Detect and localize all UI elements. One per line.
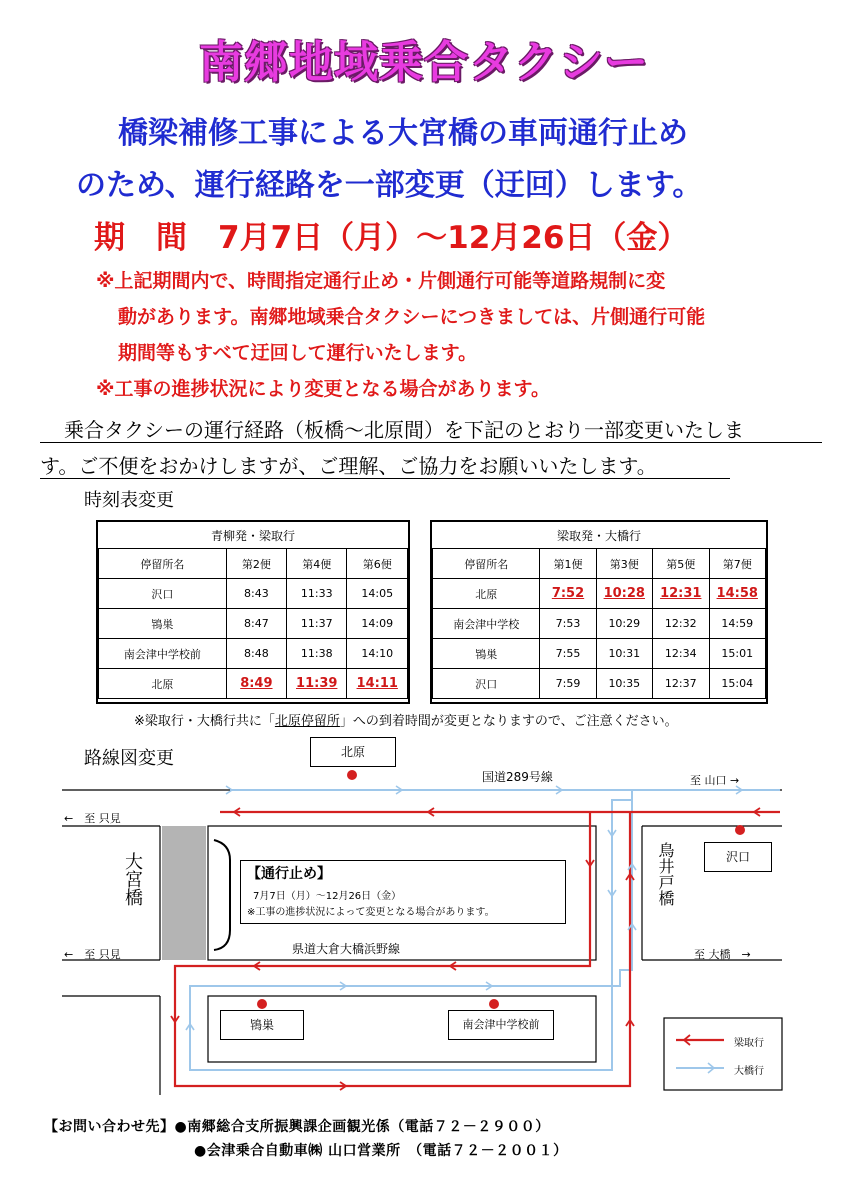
stop-name: 沢口 xyxy=(99,579,227,609)
closure-bracket xyxy=(214,840,230,950)
table-note-highlight: 北原停留所 xyxy=(274,714,340,729)
time-cell: 11:33 xyxy=(286,579,346,609)
changed-time-cell: 10:28 xyxy=(596,579,652,609)
time-cell: 8:47 xyxy=(226,609,286,639)
time-cell: 11:38 xyxy=(286,639,346,669)
time-cell: 12:34 xyxy=(653,639,709,669)
table-note-prefix: ※梁取行・大橋行共に「 xyxy=(134,714,275,729)
table-header: 第3便 xyxy=(596,549,652,579)
page-title: 南郷地域乗合タクシー xyxy=(199,37,649,88)
notice-line-2: のため、運行経路を一部変更（迂回）します。 xyxy=(76,168,703,203)
note-line-4: ※工事の進捗状況により変更となる場合があります。 xyxy=(96,378,550,400)
prefectural-road-label: 県道大倉大橋浜野線 xyxy=(292,942,401,956)
time-cell: 8:43 xyxy=(226,579,286,609)
stop-name: 南会津中学校 xyxy=(433,609,540,639)
note-line-2: 動があります。南郷地域乗合タクシーにつきましては、片側通行可能 xyxy=(118,306,706,328)
table-note-suffix: 」への到着時間が変更となりますので、ご注意ください。 xyxy=(339,714,678,729)
changed-time-cell: 11:39 xyxy=(286,669,346,699)
stop-name: 鴇巣 xyxy=(99,609,227,639)
table-header: 第6便 xyxy=(347,549,408,579)
notice-line-1: 橋梁補修工事による大宮橋の車両通行止め xyxy=(118,116,688,151)
stop-name: 北原 xyxy=(99,669,227,699)
omiya-bridge-label: 大宮橋 xyxy=(122,852,143,906)
stop-name: 鴇巣 xyxy=(433,639,540,669)
timetable-right-title: 梁取発・大橋行 xyxy=(433,522,766,549)
to-tadami-top-label: ← 至 只見 xyxy=(64,812,121,825)
closure-box xyxy=(240,860,566,924)
toriido-bridge-label: 鳥井戸橋 xyxy=(656,842,675,906)
kitahara-box: 北原 xyxy=(310,737,396,767)
table-header: 第4便 xyxy=(286,549,346,579)
closed-bridge xyxy=(162,826,206,960)
table-header: 第1便 xyxy=(540,549,596,579)
contact-line-2: ●会津乗合自動車㈱ 山口営業所 （電話７２－２００１） xyxy=(194,1143,568,1159)
time-cell: 14:10 xyxy=(347,639,408,669)
changed-time-cell: 14:58 xyxy=(709,579,766,609)
time-cell: 10:29 xyxy=(596,609,652,639)
stop-name: 南会津中学校前 xyxy=(99,639,227,669)
to-tadami-bottom-label: ← 至 只見 xyxy=(64,948,121,961)
time-cell: 7:55 xyxy=(540,639,596,669)
time-cell: 7:59 xyxy=(540,669,596,699)
legend-blue-label: 大橋行 xyxy=(734,1066,764,1077)
note-line-3: 期間等もすべて迂回して運行いたします。 xyxy=(118,342,478,364)
contact-line-1: 【お問い合わせ先】●南郷総合支所振興課企画観光係（電話７２－２９００） xyxy=(44,1119,550,1135)
timetable-left-title: 青柳発・梁取行 xyxy=(99,522,408,549)
closure-title: 【通行止め】 xyxy=(247,866,331,882)
time-cell: 14:05 xyxy=(347,579,408,609)
intro-line-1: 乗合タクシーの運行経路（板橋～北原間）を下記のとおり一部変更いたしま xyxy=(64,418,744,442)
time-cell: 12:37 xyxy=(653,669,709,699)
changed-time-cell: 14:11 xyxy=(347,669,408,699)
sawaguchi-stop-dot xyxy=(735,825,745,835)
time-cell: 14:59 xyxy=(709,609,766,639)
table-header: 第5便 xyxy=(653,549,709,579)
to-yamaguchi-label: 至 山口 → xyxy=(690,774,740,787)
legend-box xyxy=(664,1018,782,1090)
changed-time-cell: 8:49 xyxy=(226,669,286,699)
tosu-stop-dot xyxy=(257,999,267,1009)
timetable-heading: 時刻表変更 xyxy=(84,490,174,511)
time-cell: 12:32 xyxy=(653,609,709,639)
time-cell: 8:48 xyxy=(226,639,286,669)
school-box: 南会津中学校前 xyxy=(448,1010,554,1040)
to-ohashi-label: 至 大橋 → xyxy=(694,948,751,961)
changed-time-cell: 12:31 xyxy=(653,579,709,609)
time-cell: 15:01 xyxy=(709,639,766,669)
tosu-box: 鴇巣 xyxy=(220,1010,304,1040)
period-text: 期 間 7月7日（月）～12月26日（金） xyxy=(94,220,689,256)
legend-red-label: 梁取行 xyxy=(734,1038,764,1049)
route-289-label: 国道289号線 xyxy=(482,770,553,784)
closure-dates: 7月7日（月）～12月26日（金） xyxy=(253,891,402,902)
table-header: 第2便 xyxy=(226,549,286,579)
table-header: 第7便 xyxy=(709,549,766,579)
kitahara-stop-dot xyxy=(347,770,357,780)
stop-name: 北原 xyxy=(433,579,540,609)
school-stop-dot xyxy=(489,999,499,1009)
time-cell: 14:09 xyxy=(347,609,408,639)
changed-time-cell: 7:52 xyxy=(540,579,596,609)
intro-line-2: す。ご不便をおかけしますが、ご理解、ご協力をお願いいたします。 xyxy=(40,454,657,478)
stop-name: 沢口 xyxy=(433,669,540,699)
sawaguchi-box: 沢口 xyxy=(704,842,772,872)
note-line-1: ※上記期間内で、時間指定通行止め・片側通行可能等道路規制に変 xyxy=(96,270,666,292)
closure-note: ※工事の進捗状況によって変更となる場合があります。 xyxy=(247,907,495,918)
time-cell: 15:04 xyxy=(709,669,766,699)
table-header: 停留所名 xyxy=(99,549,227,579)
table-header: 停留所名 xyxy=(433,549,540,579)
time-cell: 10:31 xyxy=(596,639,652,669)
map-heading: 路線図変更 xyxy=(84,748,174,769)
time-cell: 10:35 xyxy=(596,669,652,699)
time-cell: 7:53 xyxy=(540,609,596,639)
time-cell: 11:37 xyxy=(286,609,346,639)
